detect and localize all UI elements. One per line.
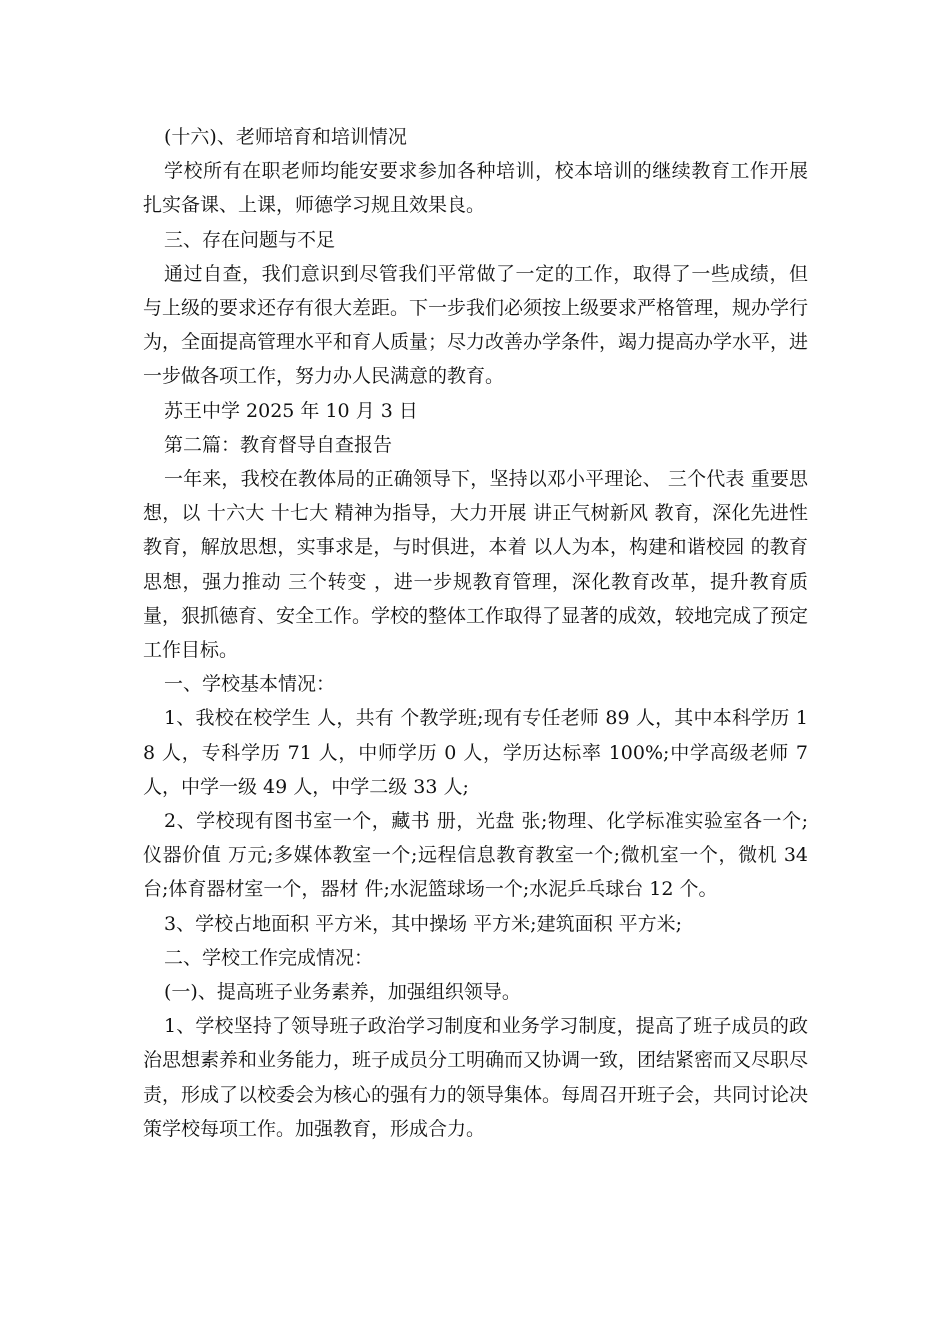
paragraph-teacher-training: 学校所有在职老师均能安要求参加各种培训，校本培训的继续教育工作开展扎实备课、上课，师德学习规且效果良。	[143, 160, 808, 217]
list-item-students-teachers: 1、我校在校学生 人，共有 个教学班;现有专任老师 89 人，其中本科学历 18 人，专科学历 71 人，中师学历 0 人，学历达标率 100%;中学高级老师 7 人，中学一级 49 人，中学二级 33 人;	[143, 707, 808, 798]
section-heading-teacher-training: (十六)、老师培育和培训情况	[164, 126, 407, 148]
paragraph-intro: 一年来，我校在教体局的正确领导下，坚持以邓小平理论、 三个代表 重要思想，以 十六大 十七大 精神为指导，大力开展 讲正气树新风 教育，深化先进性教育，解放思想，实事求是，与时俱进，本着 以人为本，构建和谐校园 的教育思想，强力推动 三个转变 ，进一步规教育管理，深化教育改革，提升教育质量，狠抓德育、安全工作。学校的整体工作取得了显著的成效，较地完成了预定工作目标。	[143, 468, 809, 662]
signature-date: 苏王中学 2025 年 10 月 3 日	[164, 399, 418, 422]
section-heading-work-completion: 二、学校工作完成情况：	[164, 946, 374, 969]
paragraph-problems: 通过自查，我们意识到尽管我们平常做了一定的工作，取得了一些成绩，但与上级的要求还存有很大差距。下一步我们必须按上级要求严格管理，规办学行为，全面提高管理水平和育人质量；尽力改善办学条件，竭力提高办学水平，进一步做各项工作，努力办人民满意的教育。	[143, 262, 809, 388]
subsection-heading-leadership: (一)、提高班子业务素养，加强组织领导。	[164, 981, 521, 1004]
section-heading-basic-info: 一、学校基本情况：	[164, 673, 336, 696]
list-item-facilities: 2、学校现有图书室一个，藏书 册，光盘 张;物理、化学标准实验室各一个;仪器价值 万元;多媒体教室一个;远程信息教育教室一个;微机室一个，微机 34 台;体育器材室一个，器材 件;水泥篮球场一个;水泥乒乓球台 12 个。	[143, 810, 808, 901]
document-body	[143, 120, 808, 1146]
list-item-leadership: 1、学校坚持了领导班子政治学习制度和业务学习制度，提高了班子成员的政治思想素养和业务能力，班子成员分工明确而又协调一致，团结紧密而又尽职尽责，形成了以校委会为核心的强有力的领导集体。每周召开班子会，共同讨论决策学校每项工作。加强教育，形成合力。	[143, 1015, 809, 1140]
list-item-area: 3、学校占地面积 平方米，其中操场 平方米;建筑面积 平方米;	[164, 912, 683, 935]
section-heading-problems: 三、存在问题与不足	[164, 228, 336, 251]
article-title: 第二篇：教育督导自查报告	[164, 433, 393, 456]
